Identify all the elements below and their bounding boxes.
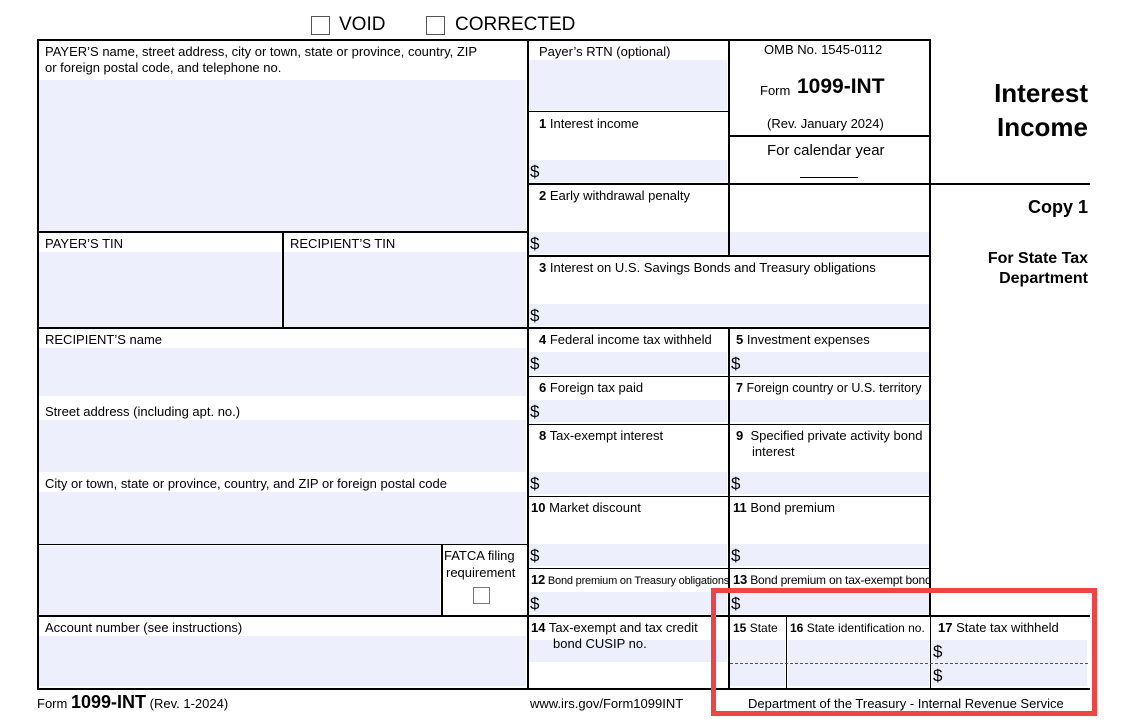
box12-dollar: $: [530, 594, 540, 613]
fatca-label-1: FATCA filing: [444, 548, 515, 563]
box6-number: 6: [539, 380, 547, 395]
box5-field[interactable]: [730, 352, 929, 374]
void-label: VOID: [339, 14, 386, 35]
form-title-line2: Income: [996, 112, 1088, 142]
box11-dollar: $: [731, 546, 741, 565]
box8-number: 8: [539, 428, 547, 443]
footer-form-word: Form: [37, 696, 68, 711]
box2-number: 2: [539, 188, 547, 203]
box9-number: 9: [736, 428, 744, 443]
box17-dollar-2: $: [933, 666, 943, 685]
fatca-label-2: requirement: [446, 565, 516, 580]
box3-number: 3: [539, 260, 547, 275]
city-field[interactable]: [39, 492, 526, 544]
street-address-field[interactable]: [39, 420, 526, 472]
box9-field[interactable]: [730, 472, 929, 494]
box17-number: 17: [938, 620, 953, 635]
fatca-checkbox[interactable]: [473, 587, 490, 604]
payer-name-label-2: or foreign postal code, and telephone no.: [45, 60, 282, 75]
line-box8: [527, 424, 931, 425]
box14-number: 14: [531, 620, 546, 635]
line-box3: [527, 255, 931, 257]
unlabeled-field[interactable]: [39, 546, 440, 615]
box17-dollar-1: $: [933, 642, 943, 661]
box12-label: Bond premium on Treasury obligations: [547, 575, 730, 587]
box2-label: Early withdrawal penalty: [549, 188, 691, 203]
box4-label: Federal income tax withheld: [549, 332, 712, 347]
street-address-label: Street address (including apt. no.): [45, 404, 241, 419]
account-number-label: Account number (see instructions): [45, 620, 243, 635]
void-checkbox[interactable]: [311, 16, 330, 35]
box1-number: 1: [539, 116, 547, 131]
box1-field[interactable]: [529, 160, 727, 182]
box12-field[interactable]: [529, 592, 727, 614]
box5-dollar: $: [731, 354, 741, 373]
footer-revision: (Rev. 1-2024): [149, 696, 229, 711]
calendar-year-field[interactable]: [800, 177, 858, 178]
recipient-name-label: RECIPIENT’S name: [45, 332, 163, 347]
form-word: Form: [760, 83, 791, 98]
box7-label: Foreign country or U.S. territory: [746, 381, 922, 395]
box1-dollar: $: [530, 162, 540, 181]
recipient-tin-label: RECIPIENT’S TIN: [290, 236, 396, 251]
box6-dollar: $: [530, 402, 540, 421]
account-number-field[interactable]: [39, 636, 526, 686]
box11-label: Bond premium: [750, 500, 835, 515]
line-box10: [527, 496, 931, 497]
payer-name-label-1: PAYER’S name, street address, city or town, state or province, country, ZIP: [45, 44, 478, 59]
box6-label: Foreign tax paid: [549, 380, 644, 395]
corrected-label: CORRECTED: [455, 14, 576, 35]
box10-label: Market discount: [549, 500, 641, 515]
divider-rtn-omb: [728, 40, 730, 256]
box9-label-1: Specified private activity bond: [750, 428, 923, 443]
box1-label: Interest income: [549, 116, 639, 131]
box9-dollar: $: [731, 474, 741, 493]
copy-label: Copy 1: [1027, 197, 1088, 217]
line-box12: [527, 568, 931, 569]
box10-field[interactable]: [529, 544, 727, 566]
line-box4: [527, 327, 931, 329]
line-account: [37, 615, 529, 617]
for-state-label: [988, 249, 1088, 289]
state-info-highlight: [711, 588, 1097, 716]
box8-dollar: $: [530, 474, 540, 493]
form-border-top: [37, 39, 931, 41]
box17-label: State tax withheld: [956, 620, 1059, 635]
box15-number: 15: [733, 621, 747, 635]
divider-fatca: [441, 544, 443, 616]
payer-name-field[interactable]: [39, 80, 526, 232]
form-revision: (Rev. January 2024): [767, 116, 884, 131]
payer-rtn-label: Payer’s RTN (optional): [539, 44, 671, 59]
box14-label-2: bond CUSIP no.: [553, 636, 647, 651]
box15-label: State: [749, 621, 778, 635]
box3-label: Interest on U.S. Savings Bonds and Treasury obligations: [549, 260, 876, 275]
box3-dollar: $: [530, 306, 540, 325]
box14-label-1: Tax-exempt and tax credit: [548, 620, 698, 635]
box10-dollar: $: [530, 546, 540, 565]
form-title: [994, 76, 1088, 144]
line-recipient-name: [37, 327, 529, 329]
line-box1: [527, 111, 729, 112]
box13-number: 13: [733, 572, 748, 587]
footer-form-number: 1099-INT: [70, 692, 147, 712]
line-payer-tin: [37, 231, 529, 233]
box3-field[interactable]: [529, 304, 929, 326]
box8-field[interactable]: [529, 472, 727, 494]
recipient-tin-field[interactable]: [284, 252, 526, 328]
box7-field[interactable]: [730, 400, 929, 422]
box5-label: Investment expenses: [746, 332, 870, 347]
box13-dollar: $: [731, 594, 741, 613]
payer-rtn-field[interactable]: [529, 60, 727, 110]
divider-left-right: [527, 40, 529, 689]
box4-dollar: $: [530, 354, 540, 373]
line-fatca: [37, 544, 529, 545]
box4-number: 4: [539, 332, 547, 347]
box5-number: 5: [736, 332, 744, 347]
line-box2: [527, 183, 931, 185]
box9-label-2: interest: [752, 444, 795, 459]
footer-url[interactable]: www.irs.gov/Form1099INT: [530, 696, 684, 711]
for-state-line1: For State Tax: [987, 250, 1088, 267]
box13-label: Bond premium on tax-exempt bond: [750, 573, 932, 587]
box6-field[interactable]: [529, 400, 727, 422]
city-label: City or town, state or province, country, and ZIP or foreign postal code: [45, 476, 447, 491]
payer-tin-field[interactable]: [39, 252, 281, 328]
recipient-name-field[interactable]: [39, 348, 526, 396]
form-border-left: [37, 40, 39, 689]
box7-number: 7: [736, 381, 743, 395]
box16-number: 16: [790, 621, 804, 635]
box16-label: State identification no.: [806, 621, 925, 635]
box11-field[interactable]: [730, 544, 929, 566]
box4-field[interactable]: [529, 352, 727, 374]
calendar-year-label: For calendar year: [767, 142, 885, 159]
for-state-line2: Department: [999, 270, 1088, 287]
line-box6: [527, 376, 931, 377]
box2-dollar: $: [530, 234, 540, 253]
line-side: [929, 183, 1090, 185]
box8-label: Tax-exempt interest: [549, 428, 664, 443]
line-calendar: [728, 135, 931, 137]
footer-department: Department of the Treasury - Internal Revenue Service: [748, 696, 1064, 711]
form-title-line1: Interest: [994, 78, 1088, 108]
box10-number: 10: [531, 500, 546, 515]
corrected-checkbox[interactable]: [426, 16, 445, 35]
form-number: 1099-INT: [797, 75, 885, 98]
omb-number: OMB No. 1545-0112: [764, 42, 883, 57]
box12-number: 12: [531, 572, 546, 587]
payer-tin-label: PAYER’S TIN: [45, 236, 124, 251]
box11-number: 11: [733, 500, 747, 515]
divider-tin: [282, 232, 284, 328]
